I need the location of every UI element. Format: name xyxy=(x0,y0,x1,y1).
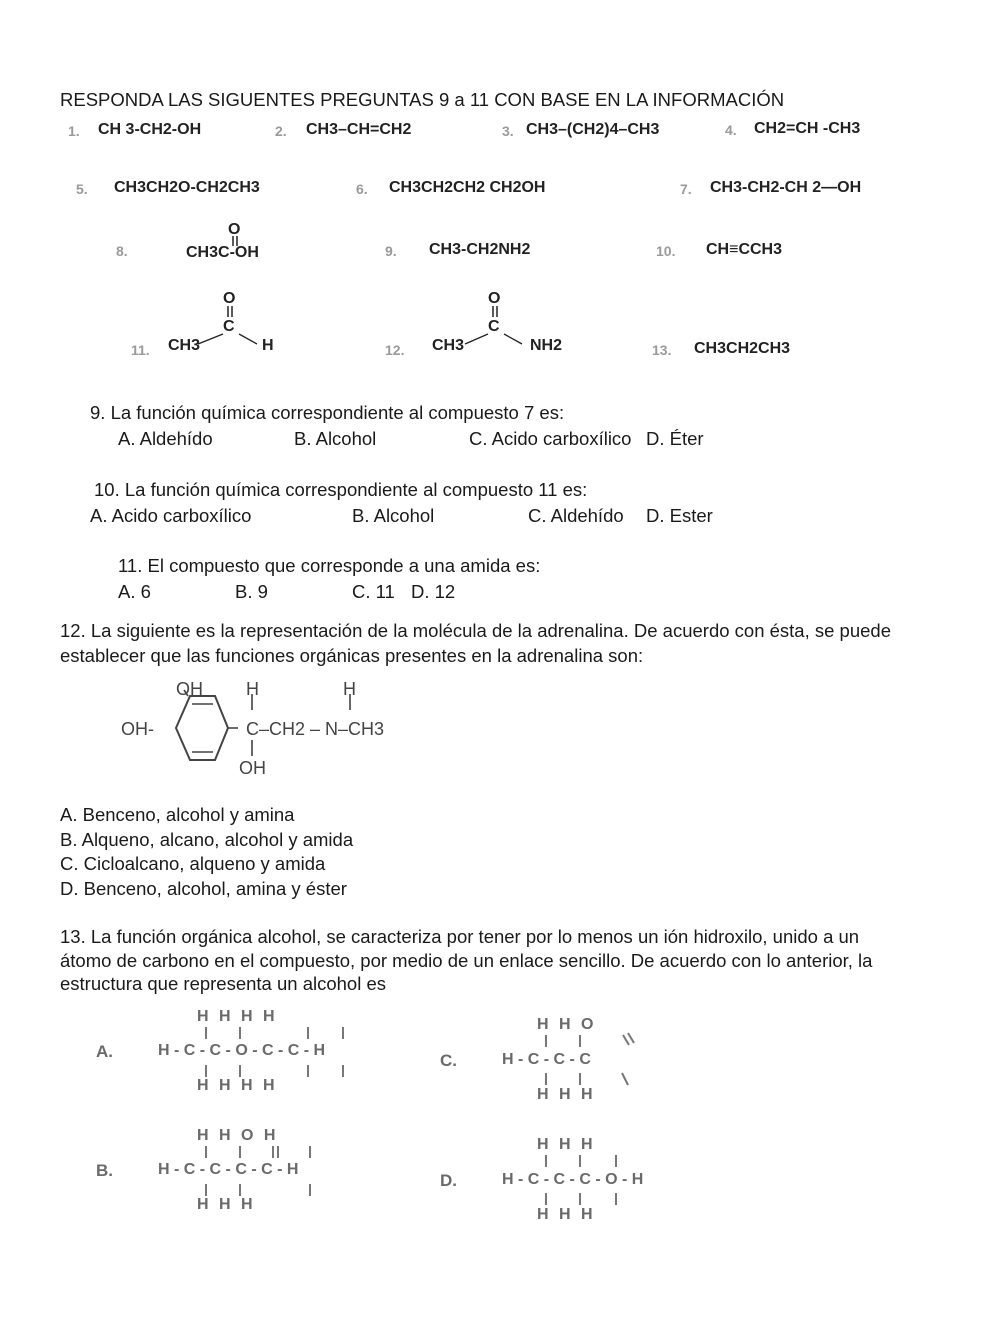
hydroxyl-left-label: OH- xyxy=(121,719,154,739)
carbonyl-oxygen: O xyxy=(488,290,501,307)
structure-top-row: H H O H xyxy=(197,1127,276,1144)
structure-bottom-row: H H H xyxy=(537,1206,593,1223)
structure-main-chain: H - C - C - C xyxy=(502,1051,591,1068)
question-11-option-b[interactable]: B. 9 xyxy=(235,581,268,602)
carbonyl-oxygen: O xyxy=(223,290,236,307)
carbonyl-carbon: C xyxy=(223,318,235,335)
question-12-stem: 12. La siguiente es la representación de la molécula de la adrenalina. De acuerdo con ésta, se puede xyxy=(60,620,892,641)
carbonyl-carbon: C xyxy=(488,318,500,335)
question-11-option-c[interactable]: C. 11 xyxy=(352,581,395,602)
compound-formula: CH3–(CH2)4–CH3 xyxy=(526,121,660,138)
structure-option-a-label[interactable]: A. xyxy=(96,1042,113,1061)
carbonyl-oxygen: O xyxy=(228,221,241,238)
compound-number: 2. xyxy=(275,123,287,139)
hydroxyl-top-label: OH xyxy=(176,679,203,699)
compound-number: 8. xyxy=(116,243,128,259)
question-10-stem: 10. La función química correspondiente al compuesto 11 es: xyxy=(94,479,588,500)
question-13-stem-cont: átomo de carbono en el compuesto, por medio de un enlace sencillo. De acuerdo con lo anterior, la xyxy=(60,950,873,971)
question-12-option-a[interactable]: A. Benceno, alcohol y amina xyxy=(60,804,295,825)
compound-number: 13. xyxy=(652,342,672,358)
question-10-option-b[interactable]: B. Alcohol xyxy=(352,505,435,526)
structure-bottom-row: H H H H xyxy=(197,1077,275,1094)
header-instruction: RESPONDA LAS SIGUENTES PREGUNTAS 9 a 11 CON BASE EN LA INFORMACIÓN xyxy=(60,89,785,110)
question-9-option-a[interactable]: A. Aldehído xyxy=(118,428,213,449)
question-9-option-b[interactable]: B. Alcohol xyxy=(294,428,377,449)
structure-main-chain: H - C - C - C - O - H xyxy=(502,1171,644,1188)
structure-bottom-row: H H H xyxy=(537,1086,593,1103)
structure-main-chain: H - C - C - O - C - C - H xyxy=(158,1042,326,1059)
compound-number: 12. xyxy=(385,342,405,358)
compound-formula: CH≡CCH3 xyxy=(706,241,783,258)
hydrogen-label: H xyxy=(246,679,259,699)
question-12-option-b[interactable]: B. Alqueno, alcano, alcohol y amida xyxy=(60,829,354,850)
question-13-stem: 13. La función orgánica alcohol, se caracteriza por tener por lo menos un ión hidroxilo, unido a un xyxy=(60,926,860,947)
bond-lines xyxy=(196,1025,366,1080)
bond-lines xyxy=(536,1033,656,1089)
compound-number: 4. xyxy=(725,122,737,138)
structure-option-c-label[interactable]: C. xyxy=(440,1051,457,1070)
compound-number: 1. xyxy=(68,123,80,139)
compound-formula: CH3CH2O-CH2CH3 xyxy=(114,179,260,196)
structure-top-row: H H H xyxy=(537,1136,593,1153)
compound-formula: CH3C-OH xyxy=(186,244,259,261)
methyl-group: CH3 xyxy=(432,337,465,354)
structure-option-d-label[interactable]: D. xyxy=(440,1171,457,1190)
question-9-option-c[interactable]: C. Acido carboxílico xyxy=(469,428,632,449)
structure-top-row: H H O xyxy=(537,1016,594,1033)
compound-number: 9. xyxy=(385,243,397,259)
compound-number: 11. xyxy=(131,342,150,358)
methyl-group: CH3 xyxy=(168,337,201,354)
question-11-stem: 11. El compuesto que corresponde a una amida es: xyxy=(118,555,541,576)
compound-formula: CH 3-CH2-OH xyxy=(98,121,202,138)
question-12-option-c[interactable]: C. Cicloalcano, alqueno y amida xyxy=(60,853,326,874)
question-9-stem: 9. La función química correspondiente al compuesto 7 es: xyxy=(90,402,565,423)
compound-number: 6. xyxy=(356,181,368,197)
question-10-option-d[interactable]: D. Ester xyxy=(646,505,713,526)
compound-number: 5. xyxy=(76,181,88,197)
compound-number: 7. xyxy=(680,181,692,197)
compound-formula: CH2=CH -CH3 xyxy=(754,120,861,137)
compound-formula: CH3CH2CH3 xyxy=(694,340,791,357)
bond-lines xyxy=(536,1153,636,1209)
hydrogen-atom: H xyxy=(262,337,274,354)
compound-formula: CH3-CH2NH2 xyxy=(429,241,531,258)
compound-number: 10. xyxy=(656,243,676,259)
question-13-stem-cont-2: estructura que representa un alcohol es xyxy=(60,973,387,994)
structure-option-b-label[interactable]: B. xyxy=(96,1161,113,1180)
structure-bottom-row: H H H xyxy=(197,1196,253,1213)
amino-group: NH2 xyxy=(530,337,563,354)
question-11-option-a[interactable]: A. 6 xyxy=(118,581,151,602)
question-10-option-a[interactable]: A. Acido carboxílico xyxy=(90,505,252,526)
compound-formula: CH3–CH=CH2 xyxy=(306,121,412,138)
hydrogen-label: H xyxy=(343,679,356,699)
structure-top-row: H H H H xyxy=(197,1008,275,1025)
question-10-option-c[interactable]: C. Aldehído xyxy=(528,505,624,526)
compound-formula: CH3-CH2-CH 2—OH xyxy=(710,179,862,196)
side-chain-label: C–CH2 – N–CH3 xyxy=(246,719,385,739)
structure-main-chain: H - C - C - C - C - H xyxy=(158,1161,299,1178)
compound-number: 3. xyxy=(502,123,514,139)
question-9-option-d[interactable]: D. Éter xyxy=(646,428,704,449)
question-12-option-d[interactable]: D. Benceno, alcohol, amina y éster xyxy=(60,878,347,899)
bond-lines xyxy=(196,1144,346,1199)
question-11-option-d[interactable]: D. 12 xyxy=(411,581,456,602)
question-12-stem-cont: establecer que las funciones orgánicas presentes en la adrenalina son: xyxy=(60,645,644,666)
hydroxyl-bottom-label: OH xyxy=(239,758,266,778)
compound-formula: CH3CH2CH2 CH2OH xyxy=(389,179,546,196)
